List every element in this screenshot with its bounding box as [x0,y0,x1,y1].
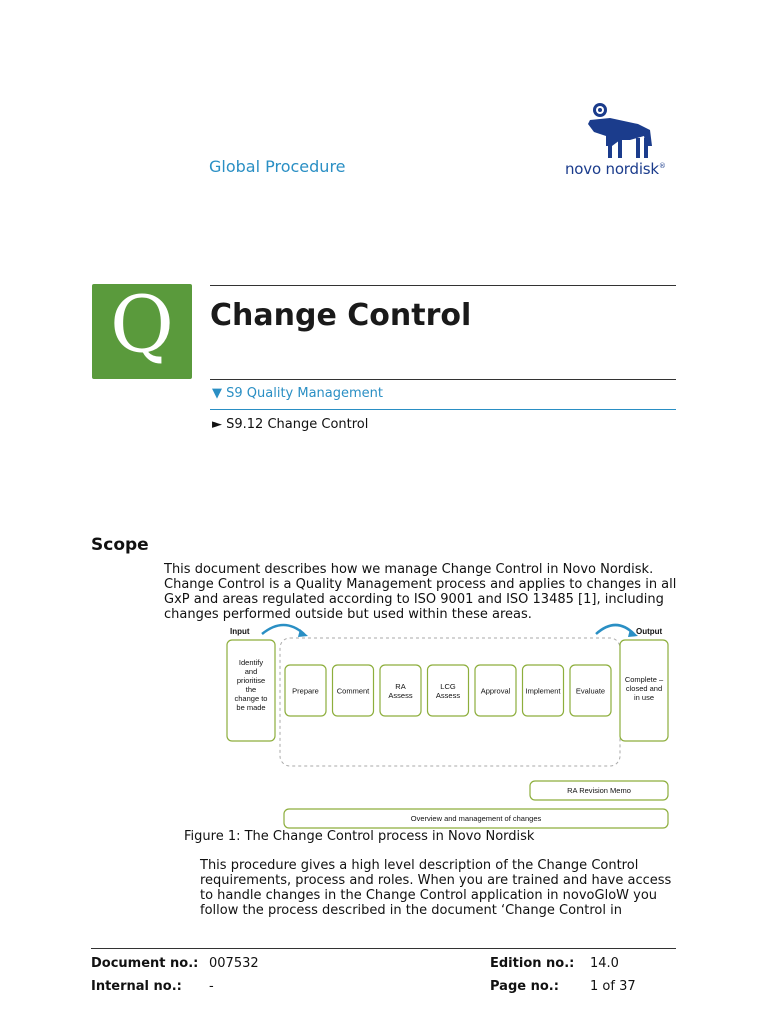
input-label: Input [230,627,250,636]
scope-line: This document describes how we manage Change Control in Novo Nordisk. [164,562,654,577]
process-step-label: Assess [388,691,413,700]
process-step-label: Evaluate [575,686,606,696]
process-step-label: Prepare [292,686,319,696]
novo-nordisk-logo [560,100,680,184]
input-box-text: and [244,667,258,676]
page-no-label: Page no.: [490,979,559,994]
input-arrow-icon [262,625,304,634]
figure-caption: Figure 1: The Change Control process in Novo Nordisk [184,829,535,844]
process-step-label: RA [395,682,406,691]
input-box-text: prioritise [236,676,266,685]
edition-no-value: 14.0 [590,956,619,971]
scope-line: GxP and areas regulated according to ISO 9001 and ISO 13485 [1], including [164,592,664,607]
internal-no-label: Internal no.: [91,979,182,994]
footer-divider [91,948,676,949]
breadcrumb-current[interactable]: ► S9.12 Change Control [212,417,369,432]
edition-no-label: Edition no.: [490,956,575,971]
document-no-value: 007532 [209,956,259,971]
quality-badge [92,280,192,379]
process-step-label: LCG [440,682,456,691]
title-bottom-divider [210,379,676,380]
process-step-label: Assess [435,691,461,700]
scope-line: changes performed outside but used within these areas. [164,607,532,622]
apis-bull-icon [560,100,680,160]
scope-heading: Scope [91,535,149,555]
registered-mark: ® [658,162,666,170]
quality-badge-letter: Q [110,280,174,370]
process-step-label: Implement [525,686,561,696]
scope-paragraph [164,562,684,622]
input-box-text: the [245,685,257,694]
input-box-text: change to [234,694,268,703]
process-step-label: Approval [480,686,511,696]
breadcrumb-divider [210,409,676,410]
procedure-paragraph [200,858,690,918]
procedure-line: follow the process described in the document ‘Change Control in [200,903,622,918]
document-type: Global Procedure [209,157,346,176]
input-box-text: be made [236,703,266,712]
output-arrow-icon [596,625,634,634]
output-box-text: Complete – [624,675,664,684]
procedure-line: requirements, process and roles. When you are trained and have access [200,873,672,888]
page-title: Change Control [210,298,472,333]
scope-line: Change Control is a Quality Management process and applies to changes in all [164,577,677,592]
breadcrumb-parent[interactable]: ▼ S9 Quality Management [212,386,384,401]
page-no-value: 1 of 37 [590,979,636,994]
process-step-label: Comment [336,686,370,696]
logo-text: novo nordisk [565,160,659,178]
output-box-text: closed and [625,684,663,693]
overview-label: Overview and management of changes [410,814,542,823]
internal-no-value: - [209,979,214,994]
output-label: Output [636,627,663,636]
ra-revision-memo-label: RA Revision Memo [567,786,631,795]
procedure-line: This procedure gives a high level description of the Change Control [200,858,639,873]
document-no-label: Document no.: [91,956,199,971]
change-control-process-diagram [222,620,677,832]
title-top-divider [210,285,676,286]
input-box-text: Identify [238,658,264,667]
output-box-text: in use [633,693,655,702]
procedure-line: to handle changes in the Change Control application in novoGloW you [200,888,658,903]
